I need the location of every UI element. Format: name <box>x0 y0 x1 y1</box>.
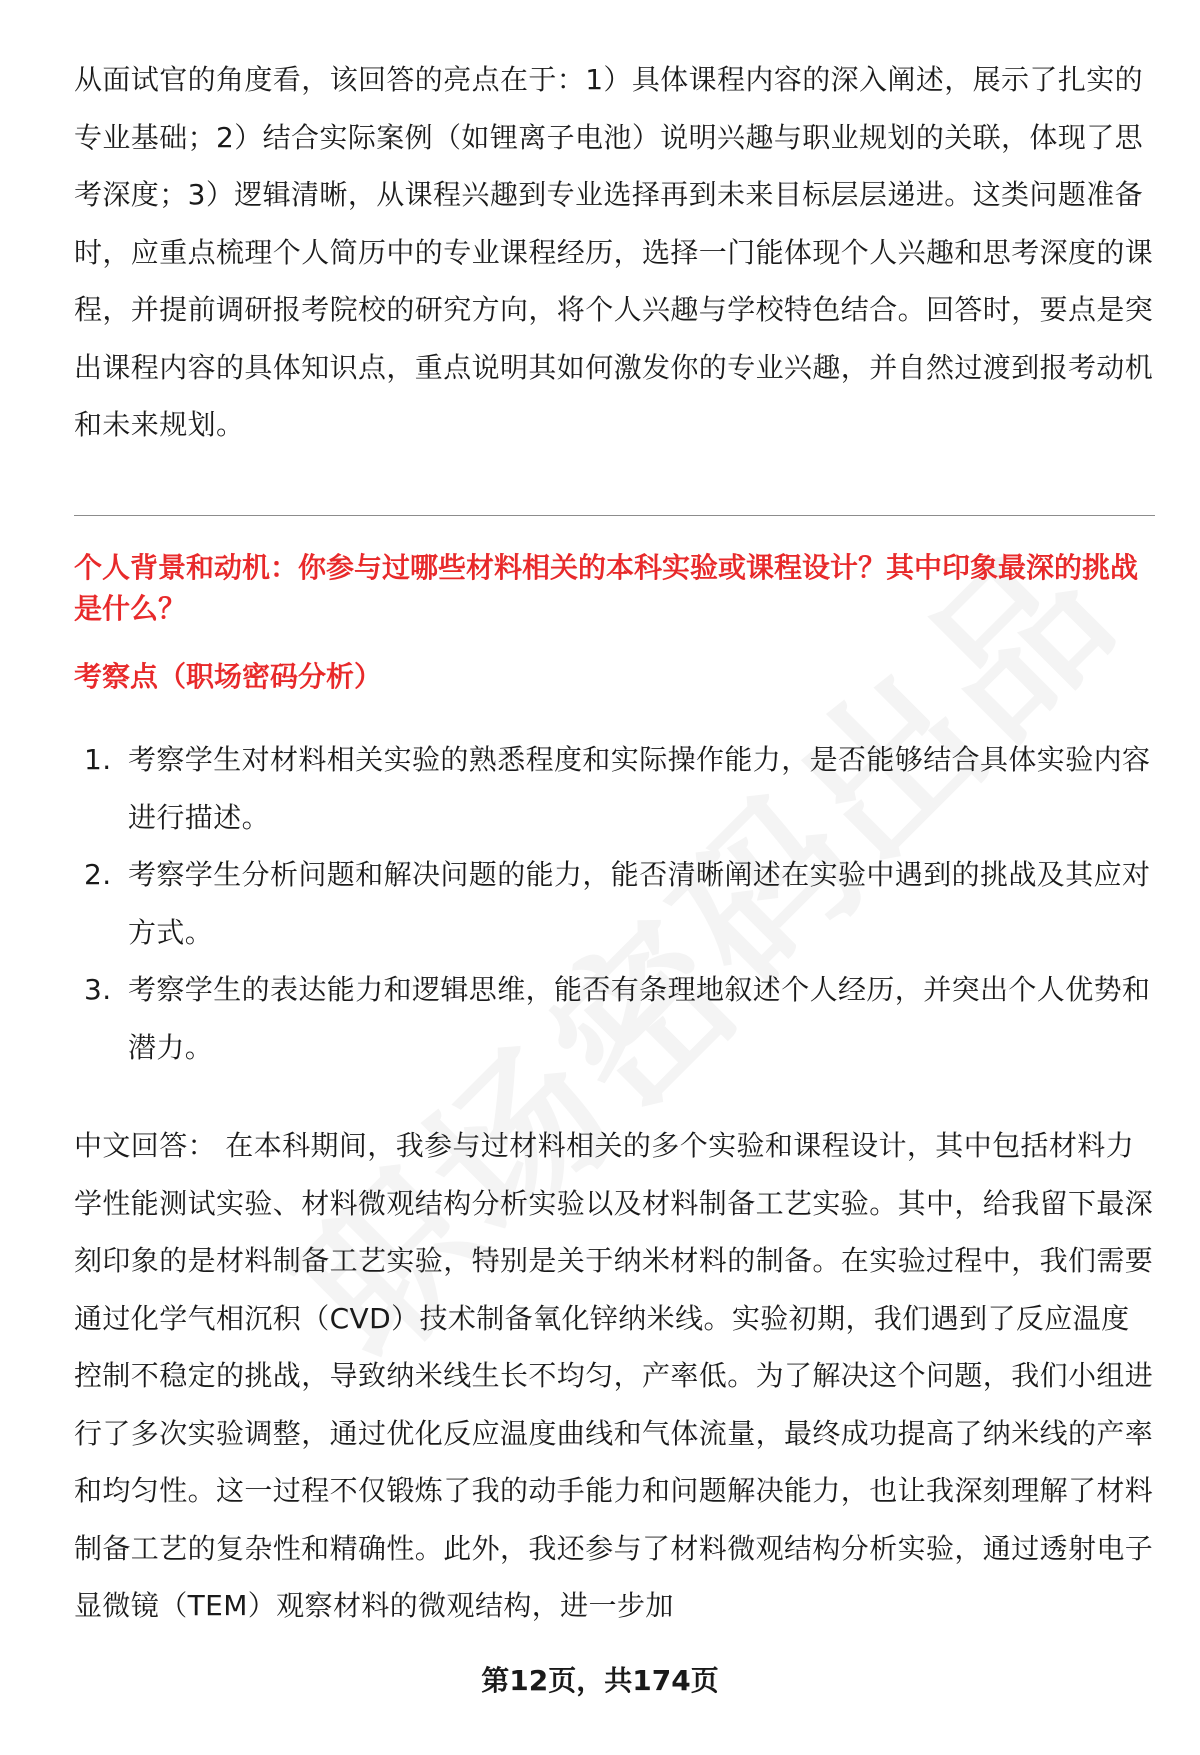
section-divider <box>74 515 1155 516</box>
assessment-point <box>74 731 1154 846</box>
assessment-point-list <box>74 731 1154 1076</box>
assessment-point <box>74 961 1154 1076</box>
assessment-point-number: 1. <box>84 743 112 776</box>
assessment-point-number: 2. <box>84 858 112 891</box>
assessment-title: 考察点（职场密码分析） <box>74 660 383 693</box>
assessment-point-text: 考察学生分析问题和解决问题的能力，能否清晰阐述在实验中遇到的挑战及其应对方式。 <box>128 858 1151 949</box>
assessment-point-text: 考察学生的表达能力和逻辑思维，能否有条理地叙述个人经历，并突出个人优势和潜力。 <box>128 973 1151 1064</box>
answer-paragraph: 中文回答： 在本科期间，我参与过材料相关的多个实验和课程设计，其中包括材料力学性能测试实验、材料微观结构分析实验以及材料制备工艺实验。其中，给我留下最深刻印象的是材料制备工艺实验，特别是关于纳米材料的制备。在实验过程中，我们需要通过化学气相沉积（CVD）技术制备氧化锌纳米线。实验初期，我们遇到了反应温度控制不稳定的挑战，导致纳米线生长不均匀，产率低。为了解决这个问题，我们小组进行了多次实验调整，通过优化反应温度曲线和气体流量，最终成功提高了纳米线的产率和均匀性。这一过程不仅锻炼了我的动手能力和问题解决能力，也让我深刻理解了材料制备工艺的复杂性和精确性。此外，我还参与了材料微观结构分析实验，通过透射电子显微镜（TEM）观察材料的微观结构，进一步加 <box>74 1129 1154 1622</box>
intro-paragraph: 从面试官的角度看，该回答的亮点在于：1）具体课程内容的深入阐述，展示了扎实的专业基础；2）结合实际案例（如锂离子电池）说明兴趣与职业规划的关联，体现了思考深度；3）逻辑清晰，从课程兴趣到专业选择再到未来目标层层递进。这类问题准备时，应重点梳理个人简历中的专业课程经历，选择一门能体现个人兴趣和思考深度的课程，并提前调研报考院校的研究方向，将个人兴趣与学校特色结合。回答时，要点是突出课程内容的具体知识点，重点说明其如何激发你的专业兴趣，并自然过渡到报考动机和未来规划。 <box>74 63 1154 441</box>
assessment-point-number: 3. <box>84 973 112 1006</box>
assessment-point-text: 考察学生对材料相关实验的熟悉程度和实际操作能力，是否能够结合具体实验内容进行描述。 <box>128 743 1151 834</box>
page-number: 第12页，共174页 <box>481 1664 719 1697</box>
question-heading: 个人背景和动机：你参与过哪些材料相关的本科实验或课程设计？其中印象最深的挑战是什么？ <box>74 551 1139 625</box>
assessment-point <box>74 846 1154 961</box>
